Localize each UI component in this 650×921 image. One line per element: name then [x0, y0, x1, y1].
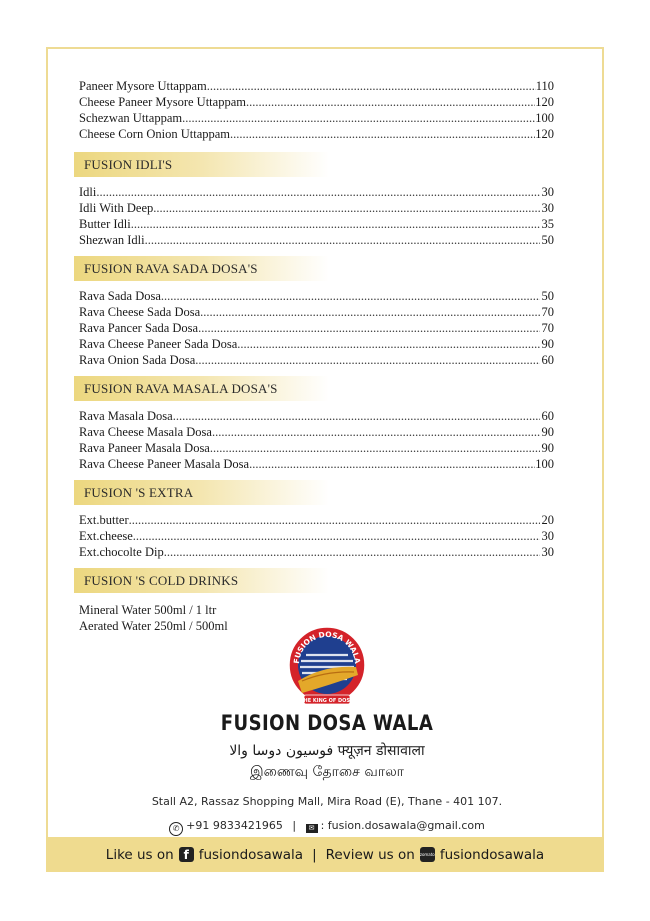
rava-masala-list [79, 408, 554, 472]
leader-dots [246, 94, 535, 110]
footer-separator: | [312, 846, 317, 863]
menu-item [79, 288, 554, 304]
item-name: Cheese Paneer Mysore Uttappam [79, 95, 246, 109]
logo-bottom-text: THE KING OF DOSA [300, 698, 354, 704]
footer-bar [46, 837, 604, 872]
item-name: Rava Pancer Sada Dosa [79, 321, 199, 335]
review-label: Review us on [325, 846, 415, 863]
item-name: Idli With Deep [79, 201, 154, 215]
brand-tamil-name: இணைவு தோசை வாலா [250, 764, 404, 780]
menu-item [79, 440, 554, 456]
item-name: Rava Cheese Paneer Sada Dosa [79, 337, 238, 351]
item-price: 50 [541, 289, 554, 303]
leader-dots [237, 336, 540, 352]
menu-item [79, 336, 554, 352]
phone-icon: ✆ [169, 822, 183, 836]
drink-item: Mineral Water 500ml / 1 ltr [79, 603, 217, 617]
item-price: 50 [541, 233, 554, 247]
section-header-idli: FUSION IDLI'S [74, 152, 329, 177]
leader-dots [145, 232, 540, 248]
menu-item [79, 78, 554, 94]
item-name: Schezwan Uttappam [79, 111, 183, 125]
item-name: Shezwan Idli [79, 233, 145, 247]
item-name: Ext.butter [79, 513, 129, 527]
leader-dots [230, 126, 535, 142]
item-price: 120 [535, 95, 554, 109]
item-price: 35 [541, 217, 554, 231]
rava-sada-list [79, 288, 554, 368]
menu-item [79, 200, 554, 216]
item-price: 110 [535, 79, 554, 93]
address: Stall A2, Rassaz Shopping Mall, Mira Road (E), Thane - 401 107. [151, 795, 503, 808]
item-price: 20 [541, 513, 554, 527]
item-price: 30 [541, 529, 554, 543]
menu-item [79, 320, 554, 336]
menu-page [46, 47, 604, 870]
item-price: 100 [535, 457, 554, 471]
menu-item [79, 304, 554, 320]
item-name: Ext.chocolte Dip [79, 545, 164, 559]
item-price: 90 [541, 425, 554, 439]
item-name: Rava Masala Dosa [79, 409, 173, 423]
menu-item [79, 184, 554, 200]
contact-separator: | [292, 819, 297, 832]
like-label: Like us on [105, 846, 174, 863]
section-header-rava-masala: FUSION RAVA MASALA DOSA'S [74, 376, 329, 401]
leader-dots [249, 456, 535, 472]
email-address[interactable]: : fusion.dosawala@gmail.com [320, 819, 485, 832]
menu-item [79, 232, 554, 248]
item-name: Rava Paneer Masala Dosa [79, 441, 210, 455]
leader-dots [161, 288, 540, 304]
leader-dots [129, 512, 540, 528]
item-price: 90 [541, 441, 554, 455]
email-icon: ✉ [306, 824, 318, 833]
item-price: 30 [541, 185, 554, 199]
item-name: Paneer Mysore Uttappam [79, 79, 207, 93]
menu-item [79, 110, 554, 126]
logo-top-path: FUSION DOSA WALA [291, 629, 363, 665]
item-name: Idli [79, 185, 97, 199]
extra-list [79, 512, 554, 560]
item-name: Rava Cheese Sada Dosa [79, 305, 201, 319]
leader-dots [200, 304, 540, 320]
item-name: Butter Idli [79, 217, 131, 231]
menu-content [79, 78, 554, 634]
item-price: 90 [541, 337, 554, 351]
item-name: Ext.cheese [79, 529, 133, 543]
menu-item [79, 216, 554, 232]
item-name: Rava Onion Sada Dosa [79, 353, 196, 367]
item-name: Rava Cheese Paneer Masala Dosa [79, 457, 250, 471]
drink-item: Aerated Water 250ml / 500ml [79, 619, 228, 633]
brand-name: FUSION DOSA WALA [220, 711, 434, 735]
facebook-handle[interactable]: fusiondosawala [198, 846, 304, 863]
item-price: 70 [541, 321, 554, 335]
zomato-handle[interactable]: fusiondosawala [439, 846, 545, 863]
leader-dots [182, 110, 535, 126]
brand-logo [284, 621, 370, 719]
item-name: Cheese Corn Onion Uttappam [79, 127, 231, 141]
brand-multilingual-name: فوسیون دوسا والا फ्यूज़न डोसावाला [229, 743, 425, 759]
item-name: Rava Cheese Masala Dosa [79, 425, 212, 439]
menu-item [79, 408, 554, 424]
menu-item [79, 544, 554, 560]
menu-item [79, 352, 554, 368]
item-price: 70 [541, 305, 554, 319]
leader-dots [198, 320, 540, 336]
leader-dots [131, 216, 540, 232]
menu-item [79, 528, 554, 544]
phone-number[interactable]: +91 9833421965 [186, 819, 283, 832]
menu-item [79, 424, 554, 440]
zomato-icon: zomato [420, 847, 435, 862]
item-price: 120 [535, 127, 554, 141]
contact-line [48, 819, 606, 836]
idli-list [79, 184, 554, 248]
menu-item [79, 126, 554, 142]
item-name: Rava Sada Dosa [79, 289, 161, 303]
item-price: 30 [541, 545, 554, 559]
leader-dots [164, 544, 540, 560]
menu-item [79, 456, 554, 472]
menu-item [79, 94, 554, 110]
leader-dots [153, 200, 540, 216]
menu-item [79, 512, 554, 528]
leader-dots [173, 408, 540, 424]
leader-dots [210, 440, 540, 456]
uttappam-list [79, 78, 554, 142]
leader-dots [195, 352, 540, 368]
leader-dots [133, 528, 540, 544]
section-header-extra: FUSION 'S EXTRA [74, 480, 329, 505]
item-price: 60 [541, 409, 554, 423]
leader-dots [212, 424, 540, 440]
facebook-icon: f [179, 847, 194, 862]
leader-dots [207, 78, 536, 94]
item-price: 100 [535, 111, 554, 125]
item-price: 30 [541, 201, 554, 215]
item-price: 60 [541, 353, 554, 367]
leader-dots [96, 184, 540, 200]
section-header-rava-sada: FUSION RAVA SADA DOSA'S [74, 256, 329, 281]
section-header-cold-drinks: FUSION 'S COLD DRINKS [74, 568, 329, 593]
